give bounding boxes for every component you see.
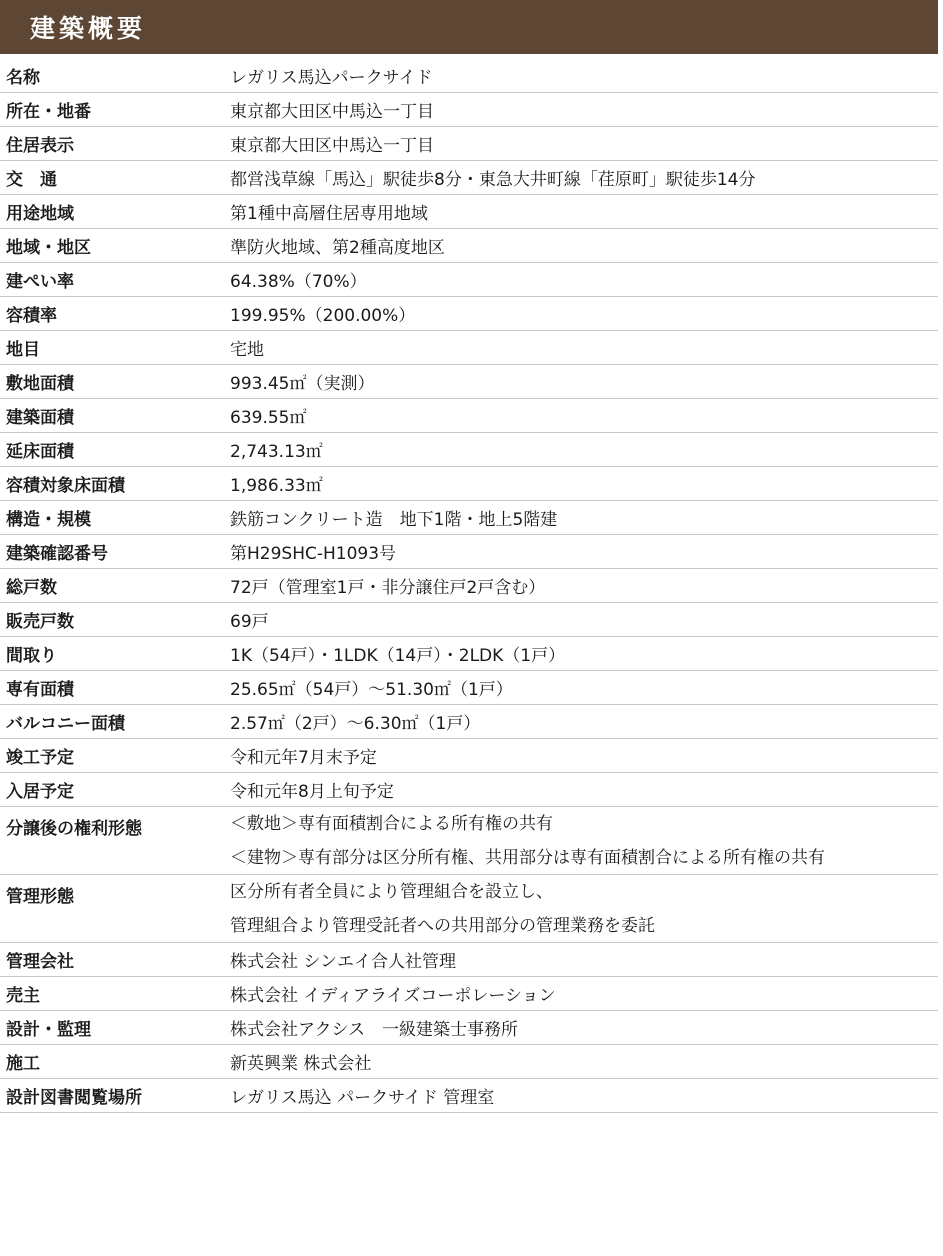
- table-row: [0, 263, 938, 297]
- table-row: [0, 229, 938, 263]
- row-value: 都営浅草線「馬込」駅徒歩8分・東急大井町線「荏原町」駅徒歩14分: [230, 170, 756, 190]
- row-value: 199.95%（200.00%）: [230, 306, 416, 326]
- row-value: 2,743.13㎡: [230, 442, 323, 462]
- row-value: 1,986.33㎡: [230, 476, 323, 496]
- table-row: [0, 603, 938, 637]
- building-spec-table: [0, 59, 938, 1113]
- row-label: 管理会社: [6, 952, 74, 972]
- row-label: 建築確認番号: [6, 544, 108, 564]
- row-value: 第H29SHC-H1093号: [230, 544, 397, 564]
- table-row: [0, 93, 938, 127]
- table-row: [0, 467, 938, 501]
- row-value: 第1種中高層住居専用地域: [230, 204, 428, 224]
- row-value-line: ＜敷地＞専有面積割合による所有権の共有: [230, 814, 553, 834]
- table-row: [0, 977, 938, 1011]
- row-value: 993.45㎡（実測）: [230, 374, 375, 394]
- table-row: [0, 195, 938, 229]
- table-row: [0, 739, 938, 773]
- row-value-line: ＜建物＞専有部分は区分所有権、共用部分は専有面積割合による所有権の共有: [230, 848, 825, 868]
- row-value: 64.38%（70%）: [230, 272, 367, 292]
- table-row: [0, 433, 938, 467]
- table-row: [0, 637, 938, 671]
- row-label: 延床面積: [6, 442, 74, 462]
- row-label: 専有面積: [6, 680, 74, 700]
- row-value: 株式会社 シンエイ合人社管理: [230, 952, 456, 972]
- table-row: [0, 671, 938, 705]
- table-row: [0, 773, 938, 807]
- row-label: 住居表示: [6, 136, 74, 156]
- table-row: [0, 161, 938, 195]
- row-label: 名称: [6, 68, 40, 88]
- row-value: 宅地: [230, 340, 264, 360]
- row-label: 間取り: [6, 646, 57, 666]
- row-label: バルコニー面積: [6, 714, 125, 734]
- row-label: 容積対象床面積: [6, 476, 125, 496]
- table-row: [0, 1011, 938, 1045]
- row-label: 所在・地番: [6, 102, 91, 122]
- row-value: 新英興業 株式会社: [230, 1054, 372, 1074]
- table-row: [0, 399, 938, 433]
- table-row: [0, 535, 938, 569]
- header-bar: [0, 0, 938, 54]
- row-label: 交 通: [6, 170, 57, 190]
- table-row: [0, 59, 938, 93]
- row-label: 構造・規模: [6, 510, 91, 530]
- table-row: [0, 297, 938, 331]
- table-row: [0, 1079, 938, 1113]
- row-value: 令和元年8月上旬予定: [230, 782, 394, 802]
- row-value: 令和元年7月末予定: [230, 748, 377, 768]
- row-label: 敷地面積: [6, 374, 74, 394]
- row-label: 竣工予定: [6, 748, 74, 768]
- row-value: [230, 807, 938, 875]
- row-label: 用途地域: [6, 204, 74, 224]
- row-label: 施工: [6, 1054, 40, 1074]
- row-value: 準防火地域、第2種高度地区: [230, 238, 445, 258]
- row-value-line: 管理組合より管理受託者への共用部分の管理業務を委託: [230, 916, 655, 936]
- row-label: 総戸数: [6, 578, 57, 598]
- row-label: 容積率: [6, 306, 57, 326]
- row-value: 東京都大田区中馬込一丁目: [230, 136, 434, 156]
- row-value: レガリス馬込 パークサイド 管理室: [230, 1088, 495, 1108]
- row-label: 分譲後の権利形態: [6, 819, 142, 839]
- row-value: 株式会社 イディアライズコーポレーション: [230, 986, 556, 1006]
- table-row: [0, 705, 938, 739]
- row-label: 地目: [6, 340, 40, 360]
- row-value: [230, 875, 938, 943]
- row-value: 2.57㎡（2戸）～6.30㎡（1戸）: [230, 714, 481, 734]
- table-row: [0, 501, 938, 535]
- page-title: 建築概要: [30, 14, 147, 43]
- row-value: 69戸: [230, 612, 269, 632]
- row-value: 1K（54戸）・1LDK（14戸）・2LDK（1戸）: [230, 646, 566, 666]
- table-row: [0, 569, 938, 603]
- row-label: 地域・地区: [6, 238, 91, 258]
- row-label: 入居予定: [6, 782, 74, 802]
- table-row: [0, 875, 938, 943]
- row-value: 25.65㎡（54戸）～51.30㎡（1戸）: [230, 680, 513, 700]
- table-row: [0, 943, 938, 977]
- row-value-line: 区分所有者全員により管理組合を設立し、: [230, 882, 553, 902]
- row-label: 販売戸数: [6, 612, 74, 632]
- row-value: 株式会社アクシス 一級建築士事務所: [230, 1020, 518, 1040]
- table-row: [0, 127, 938, 161]
- row-label: 設計図書閲覧場所: [6, 1088, 142, 1108]
- row-label: 管理形態: [6, 887, 74, 907]
- row-value: 鉄筋コンクリート造 地下1階・地上5階建: [230, 510, 558, 530]
- row-label: 設計・監理: [6, 1020, 91, 1040]
- row-label: 建築面積: [6, 408, 74, 428]
- row-value: 東京都大田区中馬込一丁目: [230, 102, 434, 122]
- table-row: [0, 365, 938, 399]
- table-row: [0, 331, 938, 365]
- row-label: 建ぺい率: [6, 272, 74, 292]
- table-row: [0, 1045, 938, 1079]
- row-value: 639.55㎡: [230, 408, 307, 428]
- row-value: レガリス馬込パークサイド: [230, 68, 433, 88]
- row-label: 売主: [6, 986, 40, 1006]
- table-row: [0, 807, 938, 875]
- row-value: 72戸（管理室1戸・非分譲住戸2戸含む）: [230, 578, 546, 598]
